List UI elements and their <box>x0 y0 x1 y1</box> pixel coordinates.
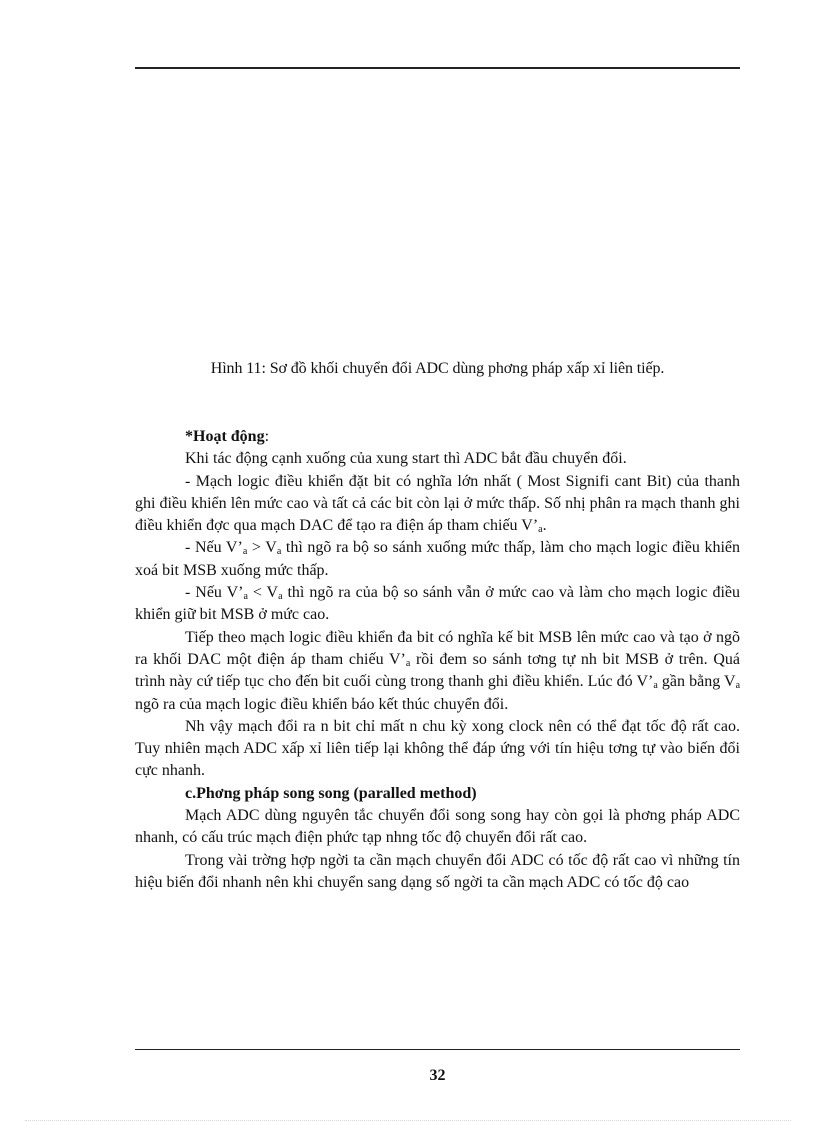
subscript: a <box>405 657 411 669</box>
paragraph-4-text-c: thì ngõ ra của bộ so sánh vẫn ở mức cao và làm cho mạch logic điều khiển giữ bit MSB ở mức cao. <box>135 584 740 624</box>
figure-placeholder <box>135 75 740 345</box>
paragraph-1: Khi tác động cạnh xuống của xung start thì ADC bắt đầu chuyển đổi. <box>185 450 627 468</box>
paragraph-4 <box>135 582 740 627</box>
paragraph-5 <box>135 627 740 716</box>
subscript: a <box>653 680 658 692</box>
paragraph-5-text-c: gần bằng V <box>657 673 736 691</box>
paragraph-5-text-b: rồi đem so sánh tơng tự nh bit MSB ở trên. Quá trình này cứ tiếp tục cho đến bit cuối cùng trong thanh ghi điều khiển. Lúc đó V’ <box>135 650 740 691</box>
paragraph-4-text-b: < V <box>247 584 279 602</box>
subscript: a <box>242 546 248 558</box>
paragraph-7: Mạch ADC dùng nguyên tắc chuyển đổi song song hay còn gọi là phơng pháp ADC nhanh, có cấu trúc mạch điện phức tạp nhng tốc độ chuyển đổi rất cao. <box>135 807 740 847</box>
body-text <box>135 426 740 894</box>
page-number: 32 <box>429 1067 446 1084</box>
paragraph-3-text-a: - Nếu V’ <box>185 539 243 557</box>
paragraph-3 <box>135 537 740 582</box>
header-rule <box>135 67 740 69</box>
paragraph-3-text-b: > V <box>247 539 277 557</box>
paragraph-2 <box>135 471 740 538</box>
figure-caption: Hình 11: Sơ đồ khối chuyển đổi ADC dùng phơng pháp xấp xỉ liên tiếp. <box>210 360 665 377</box>
paragraph-8: Trong vài trờng hợp ngời ta cần mạch chuyển đổi ADC có tốc độ rất cao vì những tín hiệu biến đổi nhanh nên khi chuyển sang dạng số ngời ta cần mạch ADC có tốc độ cao <box>135 851 740 891</box>
page-edge-divider <box>25 1120 791 1121</box>
subscript: a <box>276 546 282 558</box>
paragraph-3-text-c: thì ngõ ra bộ so sánh xuống mức thấp, làm cho mạch logic điều khiển xoá bit MSB xuống mức thấp. <box>135 539 741 579</box>
subscript: a <box>538 524 543 536</box>
paragraph-2-end: . <box>542 517 547 535</box>
subscript: a <box>735 680 741 692</box>
section-heading-label: *Hoạt động <box>185 428 265 445</box>
subscript: a <box>278 591 283 603</box>
paragraph-2-text: - Mạch logic điều khiển đặt bit có nghĩa lớn nhất ( Most Signifi cant Bit) của thanh ghi điều khiển lên mức cao và tất cả các bit còn lại ở mức thấp. Số nhị phân ra mạch thanh ghi điều khiển đợc qua mạch DAC để tạo ra điện áp tham chiếu V’ <box>135 472 740 535</box>
section-heading-colon: : <box>264 428 270 445</box>
section-heading-c: c.Phơng pháp song song (paralled method) <box>185 784 477 802</box>
paragraph-5-text-d: ngõ ra của mạch logic điều khiển báo kết thúc chuyển đổi. <box>135 695 509 713</box>
subscript: a <box>243 591 248 603</box>
paragraph-5-text-a: Tiếp theo mạch logic điều khiển đa bit có nghĩa kế bit MSB lên mức cao và tạo ở ngõ ra khối DAC một điện áp tham chiếu V’ <box>135 628 740 668</box>
paragraph-4-text-a: - Nếu V’ <box>185 584 244 602</box>
paragraph-6: Nh vậy mạch đổi ra n bit chỉ mất n chu kỳ xong clock nên có thể đạt tốc độ rất cao. Tuy nhiên mạch ADC xấp xỉ liên tiếp lại không thể đáp ứng với tín hiệu tơng tự vào biến đổi cực nhanh. <box>135 717 740 780</box>
footer-rule <box>135 1049 740 1050</box>
section-heading-hoat-dong <box>135 426 740 448</box>
